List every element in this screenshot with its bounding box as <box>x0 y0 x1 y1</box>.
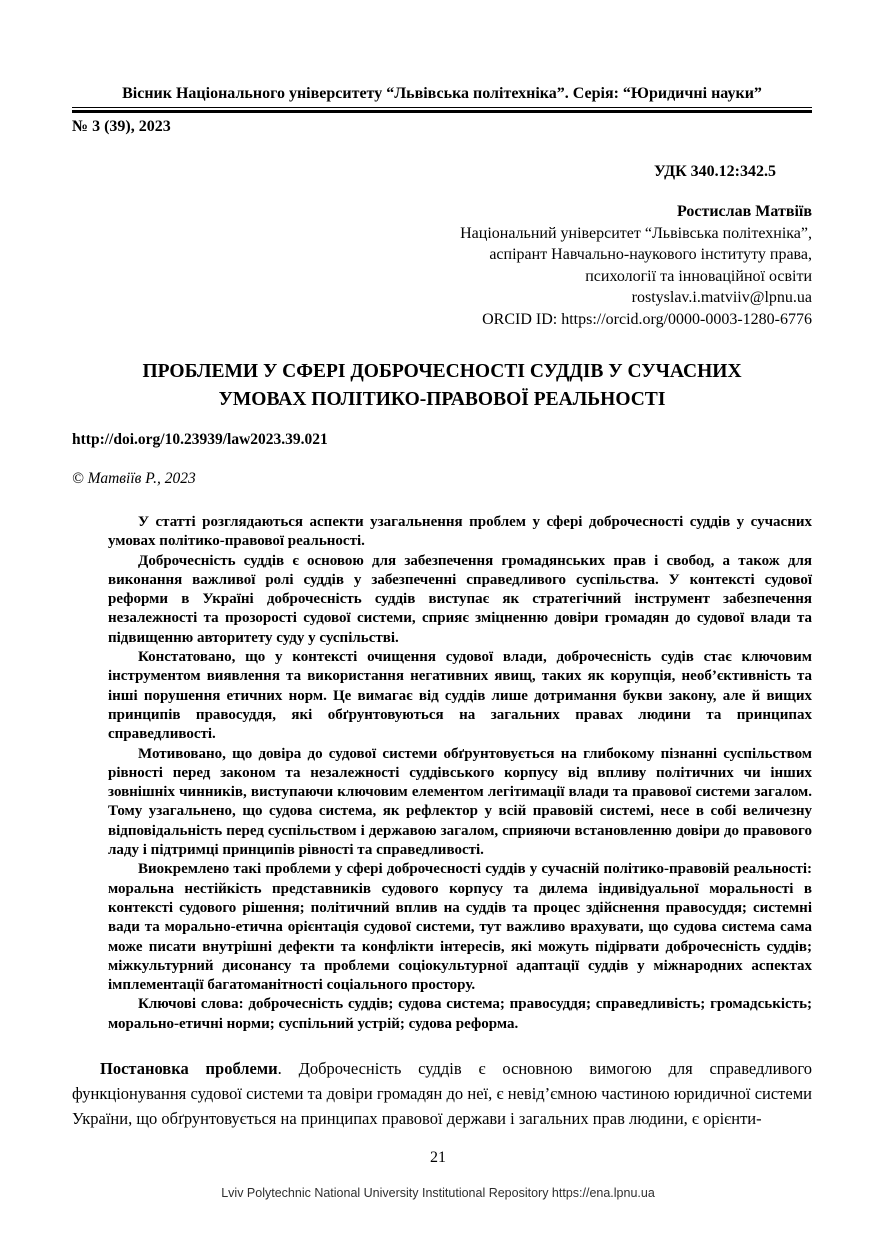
abstract-paragraph: Доброчесність суддів є основою для забезпечення громадянських прав і свобод, а також для виконання важливої ролі суддів у забезпеченні справедливого суспільства. У контексті судової реформи в Україні доброчесність суддів виступає як стратегічний інструмент забезпечення незалежності та прозорості судової системи, сприяє зміцненню довіри громадян до судової влади та підвищенню авторитету суду у суспільстві. <box>108 552 812 646</box>
keywords: Ключові слова: доброчесність суддів; судова система; правосуддя; справедливість; громадськість; морально-етичні норми; суспільний устрій; судова реформа. <box>108 996 812 1032</box>
author-affiliation-line: Національний університет “Львівська політехніка”, <box>460 224 812 242</box>
abstract-paragraph: Констатовано, що у контексті очищення судової влади, доброчесність судів стає ключовим інструментом виявлення та використання негативних явищ, таких як корупція, необ’єктивність та інші порушення етичних норм. Це вимагає від суддів лише дотримання букви закону, але й вищих принципів правосуддя, які обґрунтовуються на загальних правах людини та принципах справедливості. <box>108 649 812 743</box>
author-affiliation-line: психології та інноваційної освіти <box>585 267 812 285</box>
abstract-paragraph: У статті розглядаються аспекти узагальнення проблем у сфері доброчесності суддів у сучасних умовах політико-правової реальності. <box>108 514 812 550</box>
body-paragraph <box>72 1056 812 1131</box>
repository-footer: Lviv Polytechnic National University Institutional Repository https://ena.lpnu.ua <box>221 1186 655 1200</box>
journal-header: Вісник Національного університету “Львівська політехніка”. Серія: “Юридичні науки” <box>72 84 812 108</box>
header-rule <box>72 110 812 113</box>
page-content <box>72 0 812 1131</box>
article-title-line-2: УМОВАХ ПОЛІТИКО-ПРАВОВОЇ РЕАЛЬНОСТІ <box>218 389 666 410</box>
udc-code: УДК 340.12:342.5 <box>653 163 776 180</box>
doi-link: http://doi.org/10.23939/law2023.39.021 <box>72 431 328 448</box>
body-paragraph-text: . Доброчесність суддів є основною вимогою для справедливого функціонування судової системи та довіри громадян до неї, є невід’ємною частиною юридичної системи України, що обґрунтовується на принципах правової держави і загальних прав людини, є орієнти- <box>72 1059 812 1129</box>
copyright-notice: © Матвіїв Р., 2023 <box>72 470 196 487</box>
author-block <box>72 201 812 330</box>
page-number: 21 <box>430 1149 446 1166</box>
author-affiliation-line: аспірант Навчально-наукового інституту права, <box>489 246 812 263</box>
abstract-block <box>108 513 812 1034</box>
abstract-paragraph: Виокремлено такі проблеми у сфері доброчесності суддів у сучасній політико-правовій реальності: моральна нестійкість представників судового корпусу та дилема індивідуальної моральності в контексті судового рішення; політичний вплив на суддів та процес здійснення правосуддя; системні вади та морально-етична орієнтація судової системи, тут важливо врахувати, що судова система сама може писати внутрішні дефекти та конфлікти інтересів, які можуть підірвати доброчесність суддів; міжкультурний дисонансу та проблеми соціокультурної адаптації суддів у міжнародних аспектах імплементації багатоманітності соціального простору. <box>108 861 812 994</box>
issue-number: № 3 (39), 2023 <box>72 118 171 135</box>
author-name: Ростислав Матвіїв <box>677 203 812 220</box>
article-title <box>72 358 812 414</box>
abstract-paragraph: Мотивовано, що довіра до судової системи обґрунтовується на глибокому пізнанні суспільством рівності перед законом та незалежності суддівського корпусу від впливу політичних чи інших зовнішніх чинників, виступаючи ключовим елементом легітимації влади та правової системи загалом. Тому узагальнено, що судова система, як рефлектор у всій правовій системі, несе в собі величезну відповідальність перед суспільством і державою загалом, сприяючи встановленню довіри до правового ладу і підтримці принципів рівності та справедливості. <box>108 745 812 859</box>
author-orcid: ORCID ID: https://orcid.org/0000-0003-1280-6776 <box>482 310 812 328</box>
author-email: rostyslav.i.matviiv@lpnu.ua <box>631 289 812 306</box>
article-title-line-1: ПРОБЛЕМИ У СФЕРІ ДОБРОЧЕСНОСТІ СУДДІВ У СУЧАСНИХ <box>142 361 742 382</box>
body-paragraph-lead: Постановка проблеми <box>100 1059 278 1079</box>
